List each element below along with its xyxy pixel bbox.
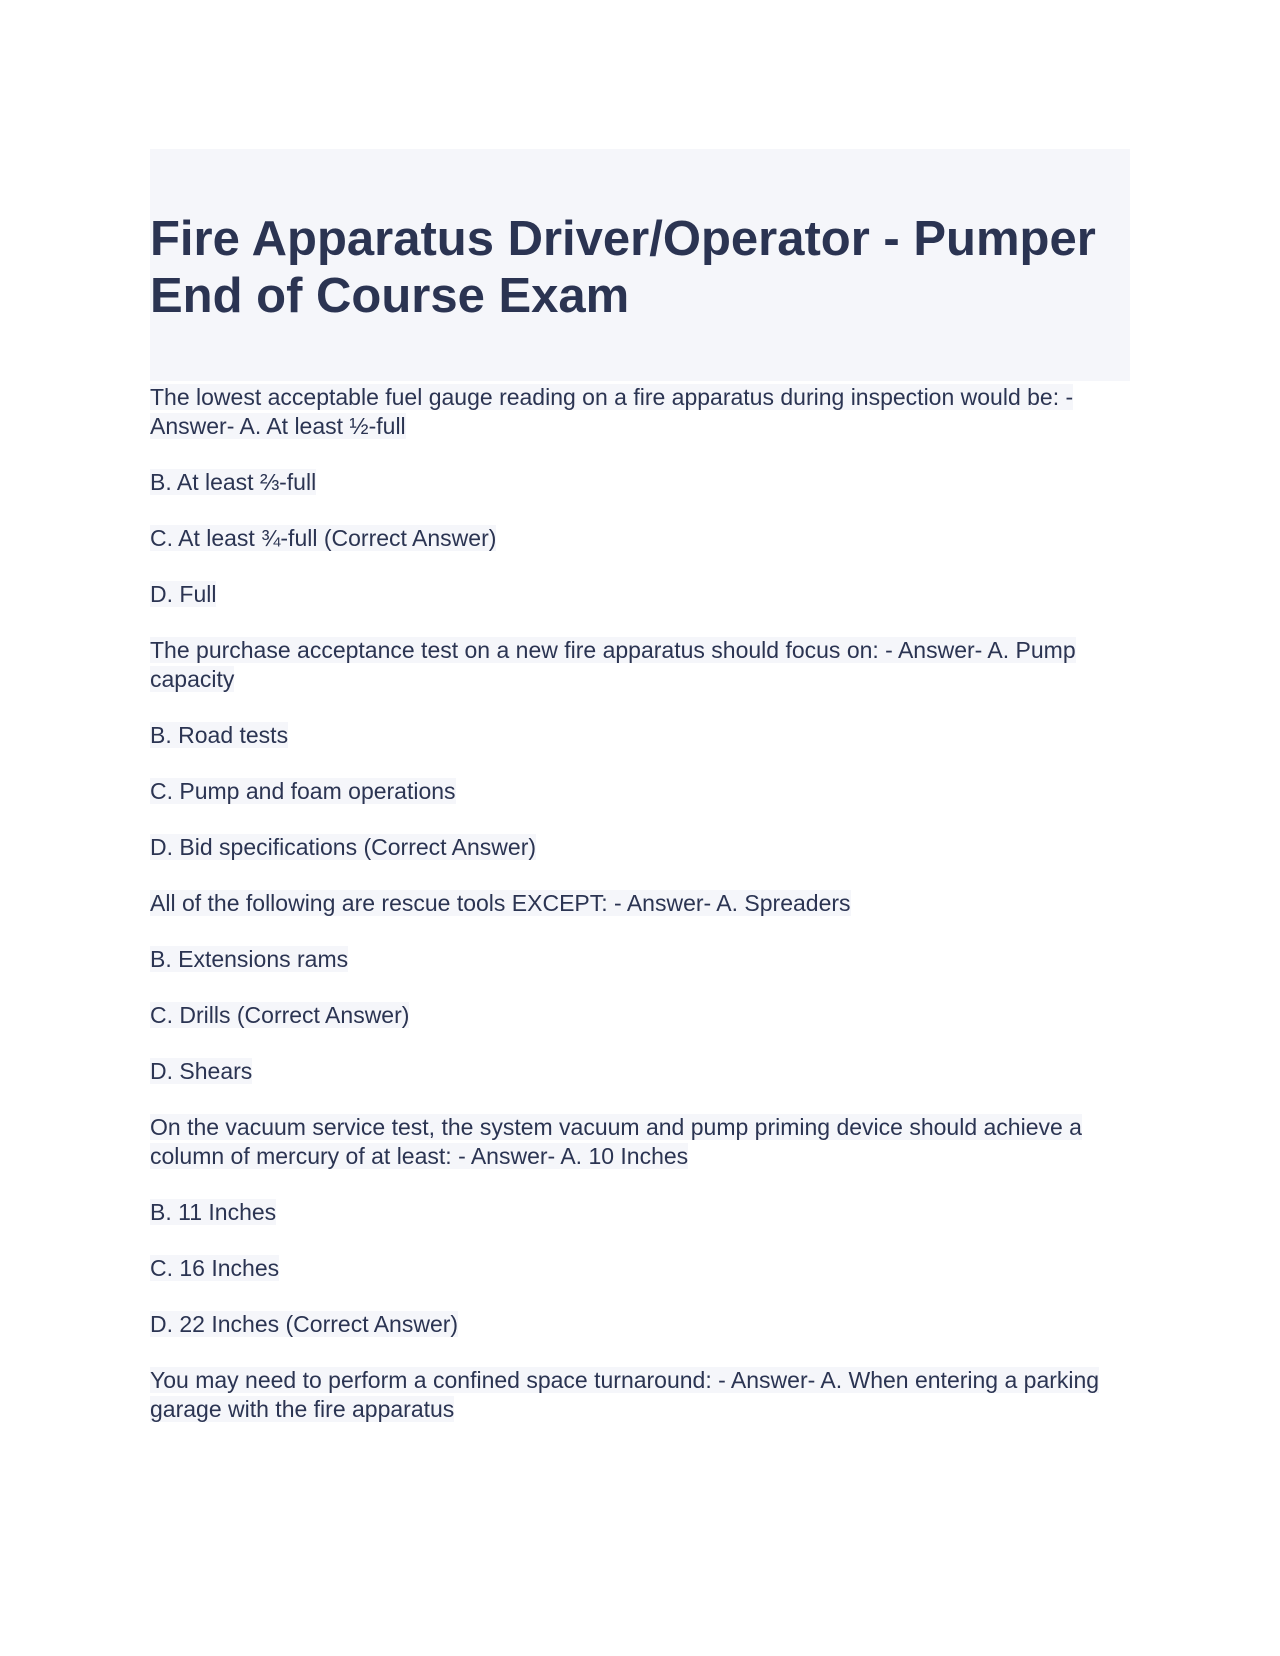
document-page (150, 149, 1130, 1451)
title-block (150, 149, 1130, 381)
paragraph-text: The lowest acceptable fuel gauge reading on a fire apparatus during inspection would be: - Answer- A. At least ½-full (150, 384, 1074, 439)
paragraph-text: You may need to perform a confined space turnaround: - Answer- A. When entering a parking garage with the fire apparatus (150, 1367, 1100, 1422)
paragraph-text: D. Full (150, 581, 217, 607)
question-3-option-d (150, 1057, 1130, 1086)
question-3-option-c (150, 1001, 1130, 1030)
paragraph-text: D. 22 Inches (Correct Answer) (150, 1311, 459, 1337)
question-4-option-d (150, 1310, 1130, 1339)
question-3 (150, 889, 1130, 918)
paragraph-text: C. Drills (Correct Answer) (150, 1002, 410, 1028)
question-2-option-b (150, 721, 1130, 750)
document-title: Fire Apparatus Driver/Operator - Pumper End of Course Exam (150, 212, 1096, 323)
document-body (150, 383, 1130, 1424)
paragraph-text: On the vacuum service test, the system vacuum and pump priming device should achieve a column of mercury of at least: - Answer- A. 10 Inches (150, 1114, 1082, 1169)
question-1 (150, 383, 1130, 441)
paragraph-text: B. Extensions rams (150, 946, 349, 972)
paragraph-text: D. Bid specifications (Correct Answer) (150, 834, 537, 860)
paragraph-text: All of the following are rescue tools EXCEPT: - Answer- A. Spreaders (150, 890, 851, 916)
paragraph-text: B. Road tests (150, 722, 289, 748)
paragraph-text: C. 16 Inches (150, 1255, 280, 1281)
question-5 (150, 1366, 1130, 1424)
paragraph-text: B. 11 Inches (150, 1199, 277, 1225)
question-3-option-b (150, 945, 1130, 974)
paragraph-text: The purchase acceptance test on a new fire apparatus should focus on: - Answer- A. Pump capacity (150, 637, 1076, 692)
question-2-option-d (150, 833, 1130, 862)
paragraph-text: B. At least ⅔-full (150, 469, 317, 495)
question-2-option-c (150, 777, 1130, 806)
question-4 (150, 1113, 1130, 1171)
paragraph-text: C. Pump and foam operations (150, 778, 456, 804)
question-1-option-d (150, 580, 1130, 609)
question-1-option-c (150, 524, 1130, 553)
paragraph-text: D. Shears (150, 1058, 253, 1084)
paragraph-text: C. At least ¾-full (Correct Answer) (150, 525, 497, 551)
question-4-option-b (150, 1198, 1130, 1227)
question-2 (150, 636, 1130, 694)
question-1-option-b (150, 468, 1130, 497)
question-4-option-c (150, 1254, 1130, 1283)
